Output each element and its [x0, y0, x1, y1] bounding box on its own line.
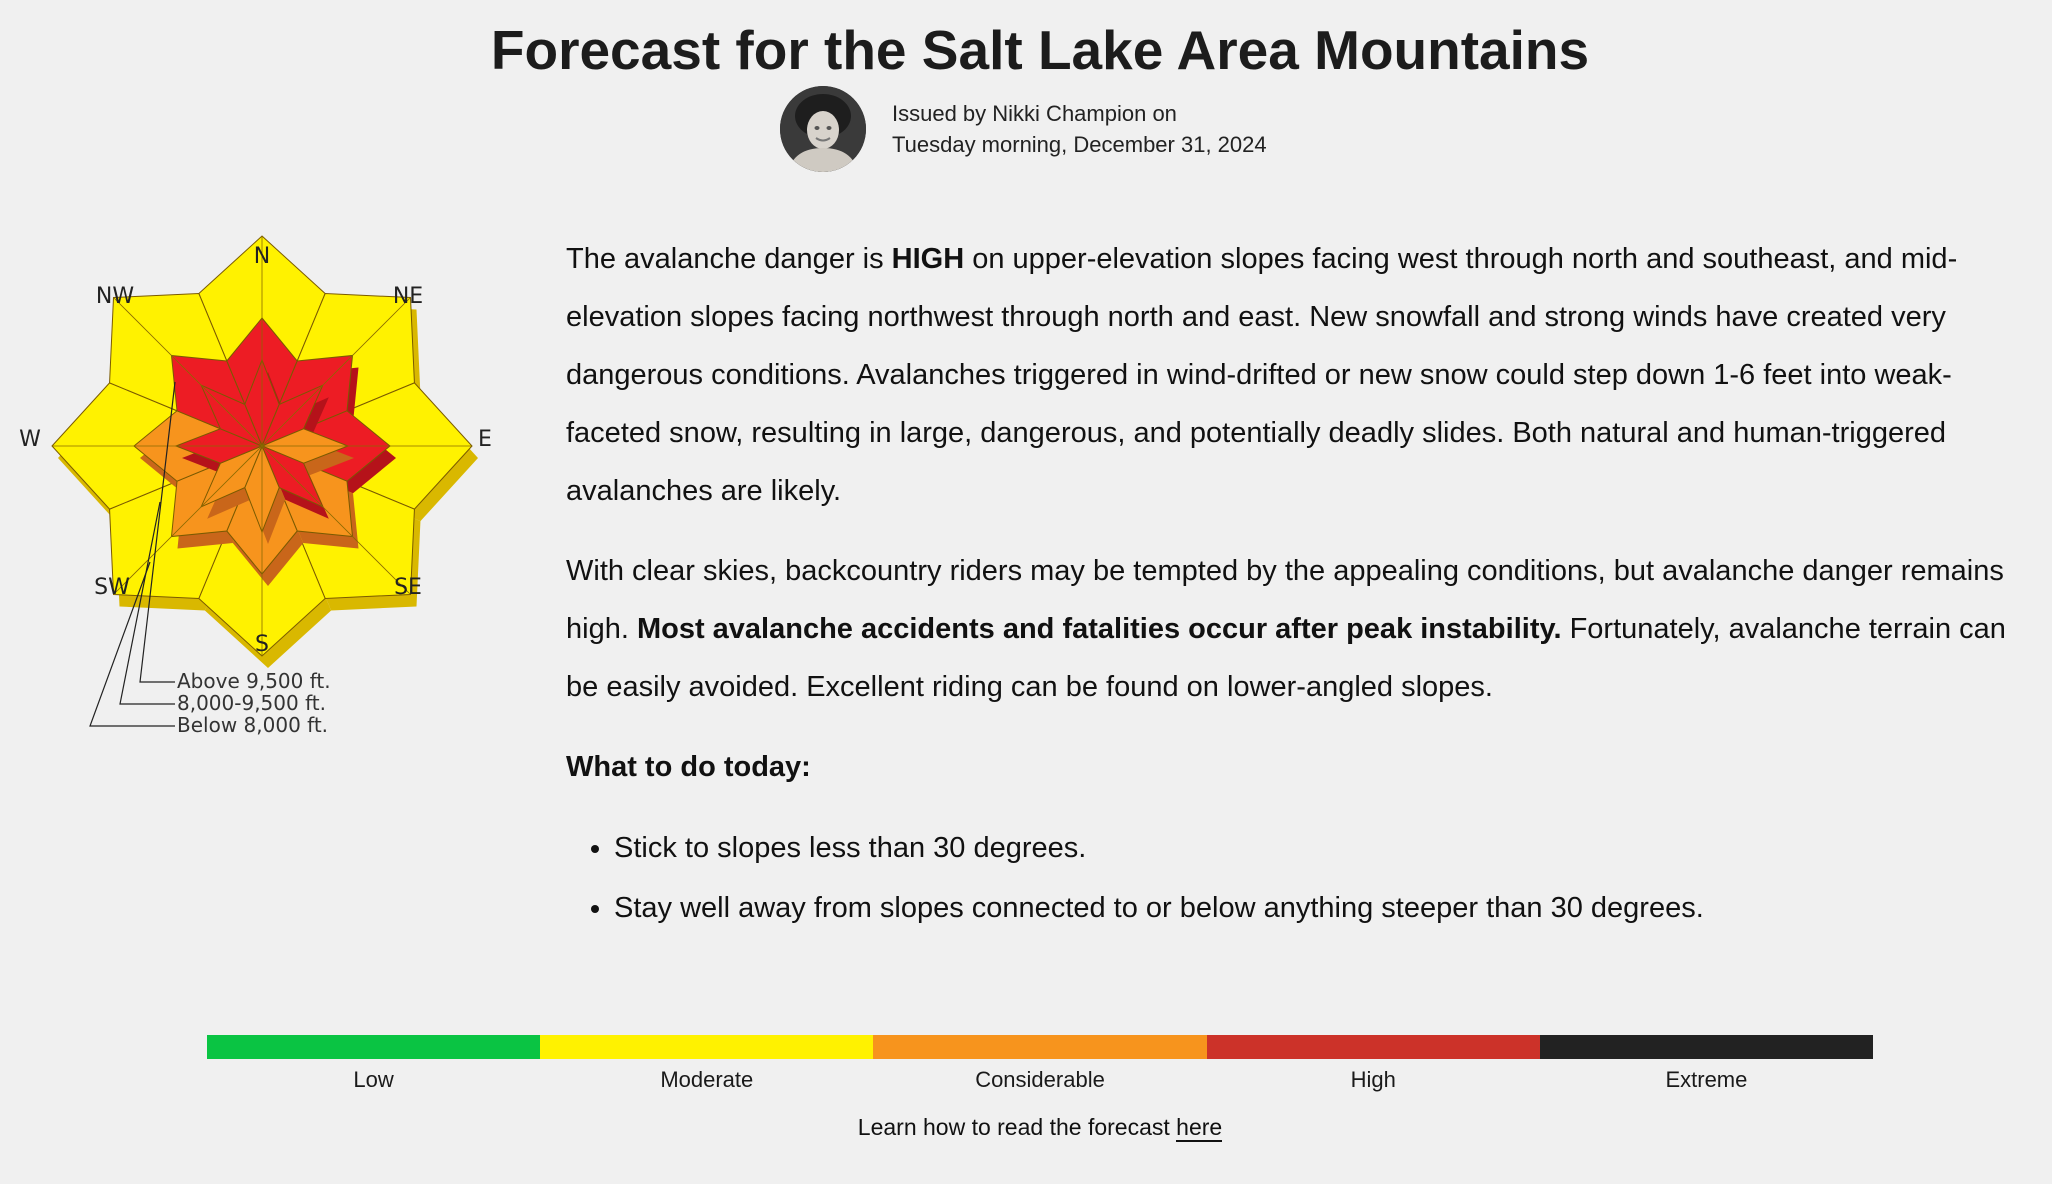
author-info [780, 86, 1267, 172]
dir-sw: SW [94, 575, 130, 600]
scale-label-low: Low [353, 1067, 394, 1092]
dir-n: N [253, 244, 271, 269]
dir-s: S [255, 632, 269, 657]
legend-below: Below 8,000 ft. [177, 713, 329, 737]
issued-date: Tuesday morning, December 31, 2024 [892, 132, 1267, 157]
learn-forecast: Learn how to read the forecast here [857, 1114, 1223, 1140]
dir-nw: NW [95, 284, 135, 309]
scale-bar-extreme [1540, 1035, 1873, 1059]
danger-rose [10, 232, 500, 742]
forecast-summary [566, 230, 2042, 938]
conditions-paragraph: With clear skies, backcountry riders may be tempted by the appealing conditions, but avalanche danger remains high. Most avalanche accidents and fatalities occur after peak instability. Fortunately, avalanche terrain can be easily avoided. Excellent riding can be found on lower-angled slopes. [566, 555, 2006, 703]
scale-label-considerable: Considerable [975, 1067, 1105, 1092]
danger-level: HIGH [891, 243, 965, 275]
scale-label-high: High [1350, 1067, 1396, 1092]
todo-list [566, 818, 2042, 938]
learn-here-link[interactable]: here [1176, 1114, 1223, 1140]
scale-label-moderate: Moderate [660, 1067, 754, 1092]
issued-by: Issued by Nikki Champion on [892, 101, 1177, 126]
scale-bar-considerable [873, 1035, 1206, 1059]
dir-ne: NE [392, 284, 424, 309]
danger-scale [207, 1035, 1873, 1093]
legend-above: Above 9,500 ft. [177, 669, 331, 693]
dir-se: SE [394, 575, 422, 600]
todo-item: • Stay well away from slopes connected to or below anything steeper than 30 degrees. [614, 878, 2042, 938]
legend-mid: 8,000-9,500 ft. [177, 691, 326, 715]
danger-paragraph: The avalanche danger is HIGH on upper-elevation slopes facing west through north and southeast, and mid-elevation slopes facing northwest through north and east. New snowfall and strong winds have created very dangerous conditions. Avalanches triggered in wind-drifted or new snow could step down 1-6 feet into weak-faceted snow, resulting in large, dangerous, and potentially deadly slides. Both natural and human-triggered avalanches are likely. [566, 243, 1958, 507]
scale-label-extreme: Extreme [1665, 1067, 1748, 1092]
scale-bar-low [207, 1035, 540, 1059]
avatar [780, 86, 866, 172]
dir-e: E [478, 427, 492, 452]
todo-heading: What to do today: [566, 751, 811, 783]
dir-w: W [19, 427, 41, 452]
scale-bar-moderate [540, 1035, 873, 1059]
page-title: Forecast for the Salt Lake Area Mountains [490, 19, 1590, 81]
scale-bar-high [1207, 1035, 1540, 1059]
avatar-image [780, 86, 866, 172]
todo-item: • Stick to slopes less than 30 degrees. [614, 818, 2042, 878]
